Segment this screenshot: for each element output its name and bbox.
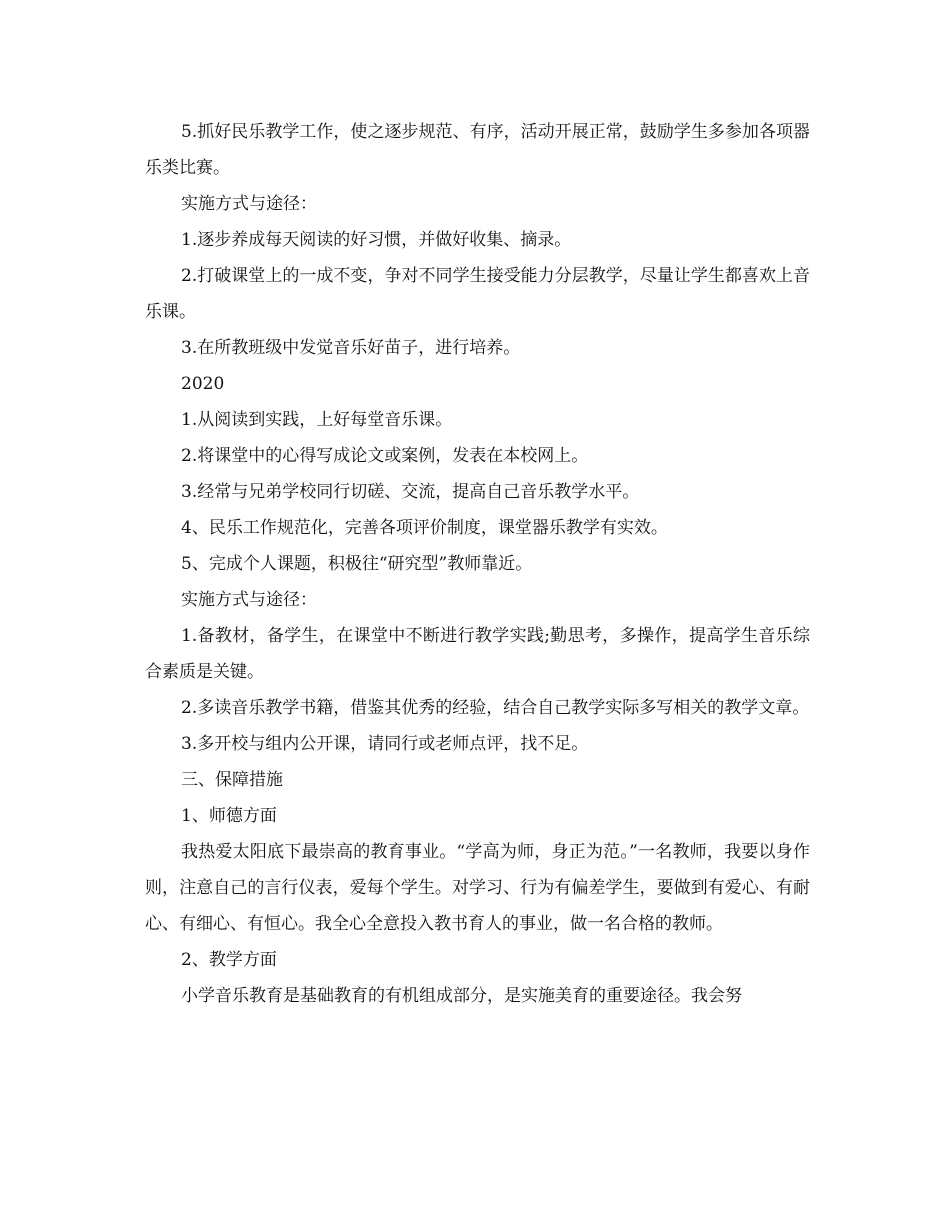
subsection-heading: 1、师德方面 xyxy=(181,806,277,826)
document-body xyxy=(145,114,810,1014)
paragraph: 5.抓好民乐教学工作，使之逐步规范、有序，活动开展正常，鼓励学生多参加各项器乐类比赛。 xyxy=(145,122,810,178)
subsection-heading: 2、教学方面 xyxy=(181,950,277,970)
paragraph: 1.备教材，备学生，在课堂中不断进行教学实践;勤思考，多操作，提高学生音乐综合素质是关键。 xyxy=(145,626,810,682)
paragraph: 2.多读音乐教学书籍，借鉴其优秀的经验，结合自己教学实际多写相关的教学文章。 xyxy=(181,698,810,718)
paragraph: 3.多开校与组内公开课，请同行或老师点评，找不足。 xyxy=(181,734,589,754)
paragraph: 5、完成个人课题，积极往“研究型”教师靠近。 xyxy=(181,554,533,574)
paragraph: 实施方式与途径： xyxy=(181,590,317,610)
paragraph: 我热爱太阳底下最崇高的教育事业。“学高为师，身正为范。”一名教师，我要以身作则，注意自己的言行仪表，爱每个学生。对学习、行为有偏差学生，要做到有爱心、有耐心、有细心、有恒心。我全心全意投入教书育人的事业，做一名合格的教师。 xyxy=(145,842,810,934)
paragraph: 2.打破课堂上的一成不变，争对不同学生接受能力分层教学，尽量让学生都喜欢上音乐课。 xyxy=(145,266,810,322)
paragraph: 4、民乐工作规范化，完善各项评价制度，课堂器乐教学有实效。 xyxy=(181,518,668,538)
section-heading: 三、保障措施 xyxy=(181,770,283,790)
paragraph: 3.在所教班级中发觉音乐好苗子，进行培养。 xyxy=(181,338,521,358)
paragraph: 2020 xyxy=(181,374,225,394)
paragraph: 1.逐步养成每天阅读的好习惯，并做好收集、摘录。 xyxy=(181,230,572,250)
paragraph: 小学音乐教育是基础教育的有机组成部分，是实施美育的重要途径。我会努 xyxy=(181,986,742,1006)
paragraph: 3.经常与兄弟学校同行切磋、交流，提高自己音乐教学水平。 xyxy=(181,482,640,502)
paragraph: 1.从阅读到实践，上好每堂音乐课。 xyxy=(181,410,453,430)
paragraph: 2.将课堂中的心得写成论文或案例，发表在本校网上。 xyxy=(181,446,589,466)
paragraph: 实施方式与途径： xyxy=(181,194,317,214)
